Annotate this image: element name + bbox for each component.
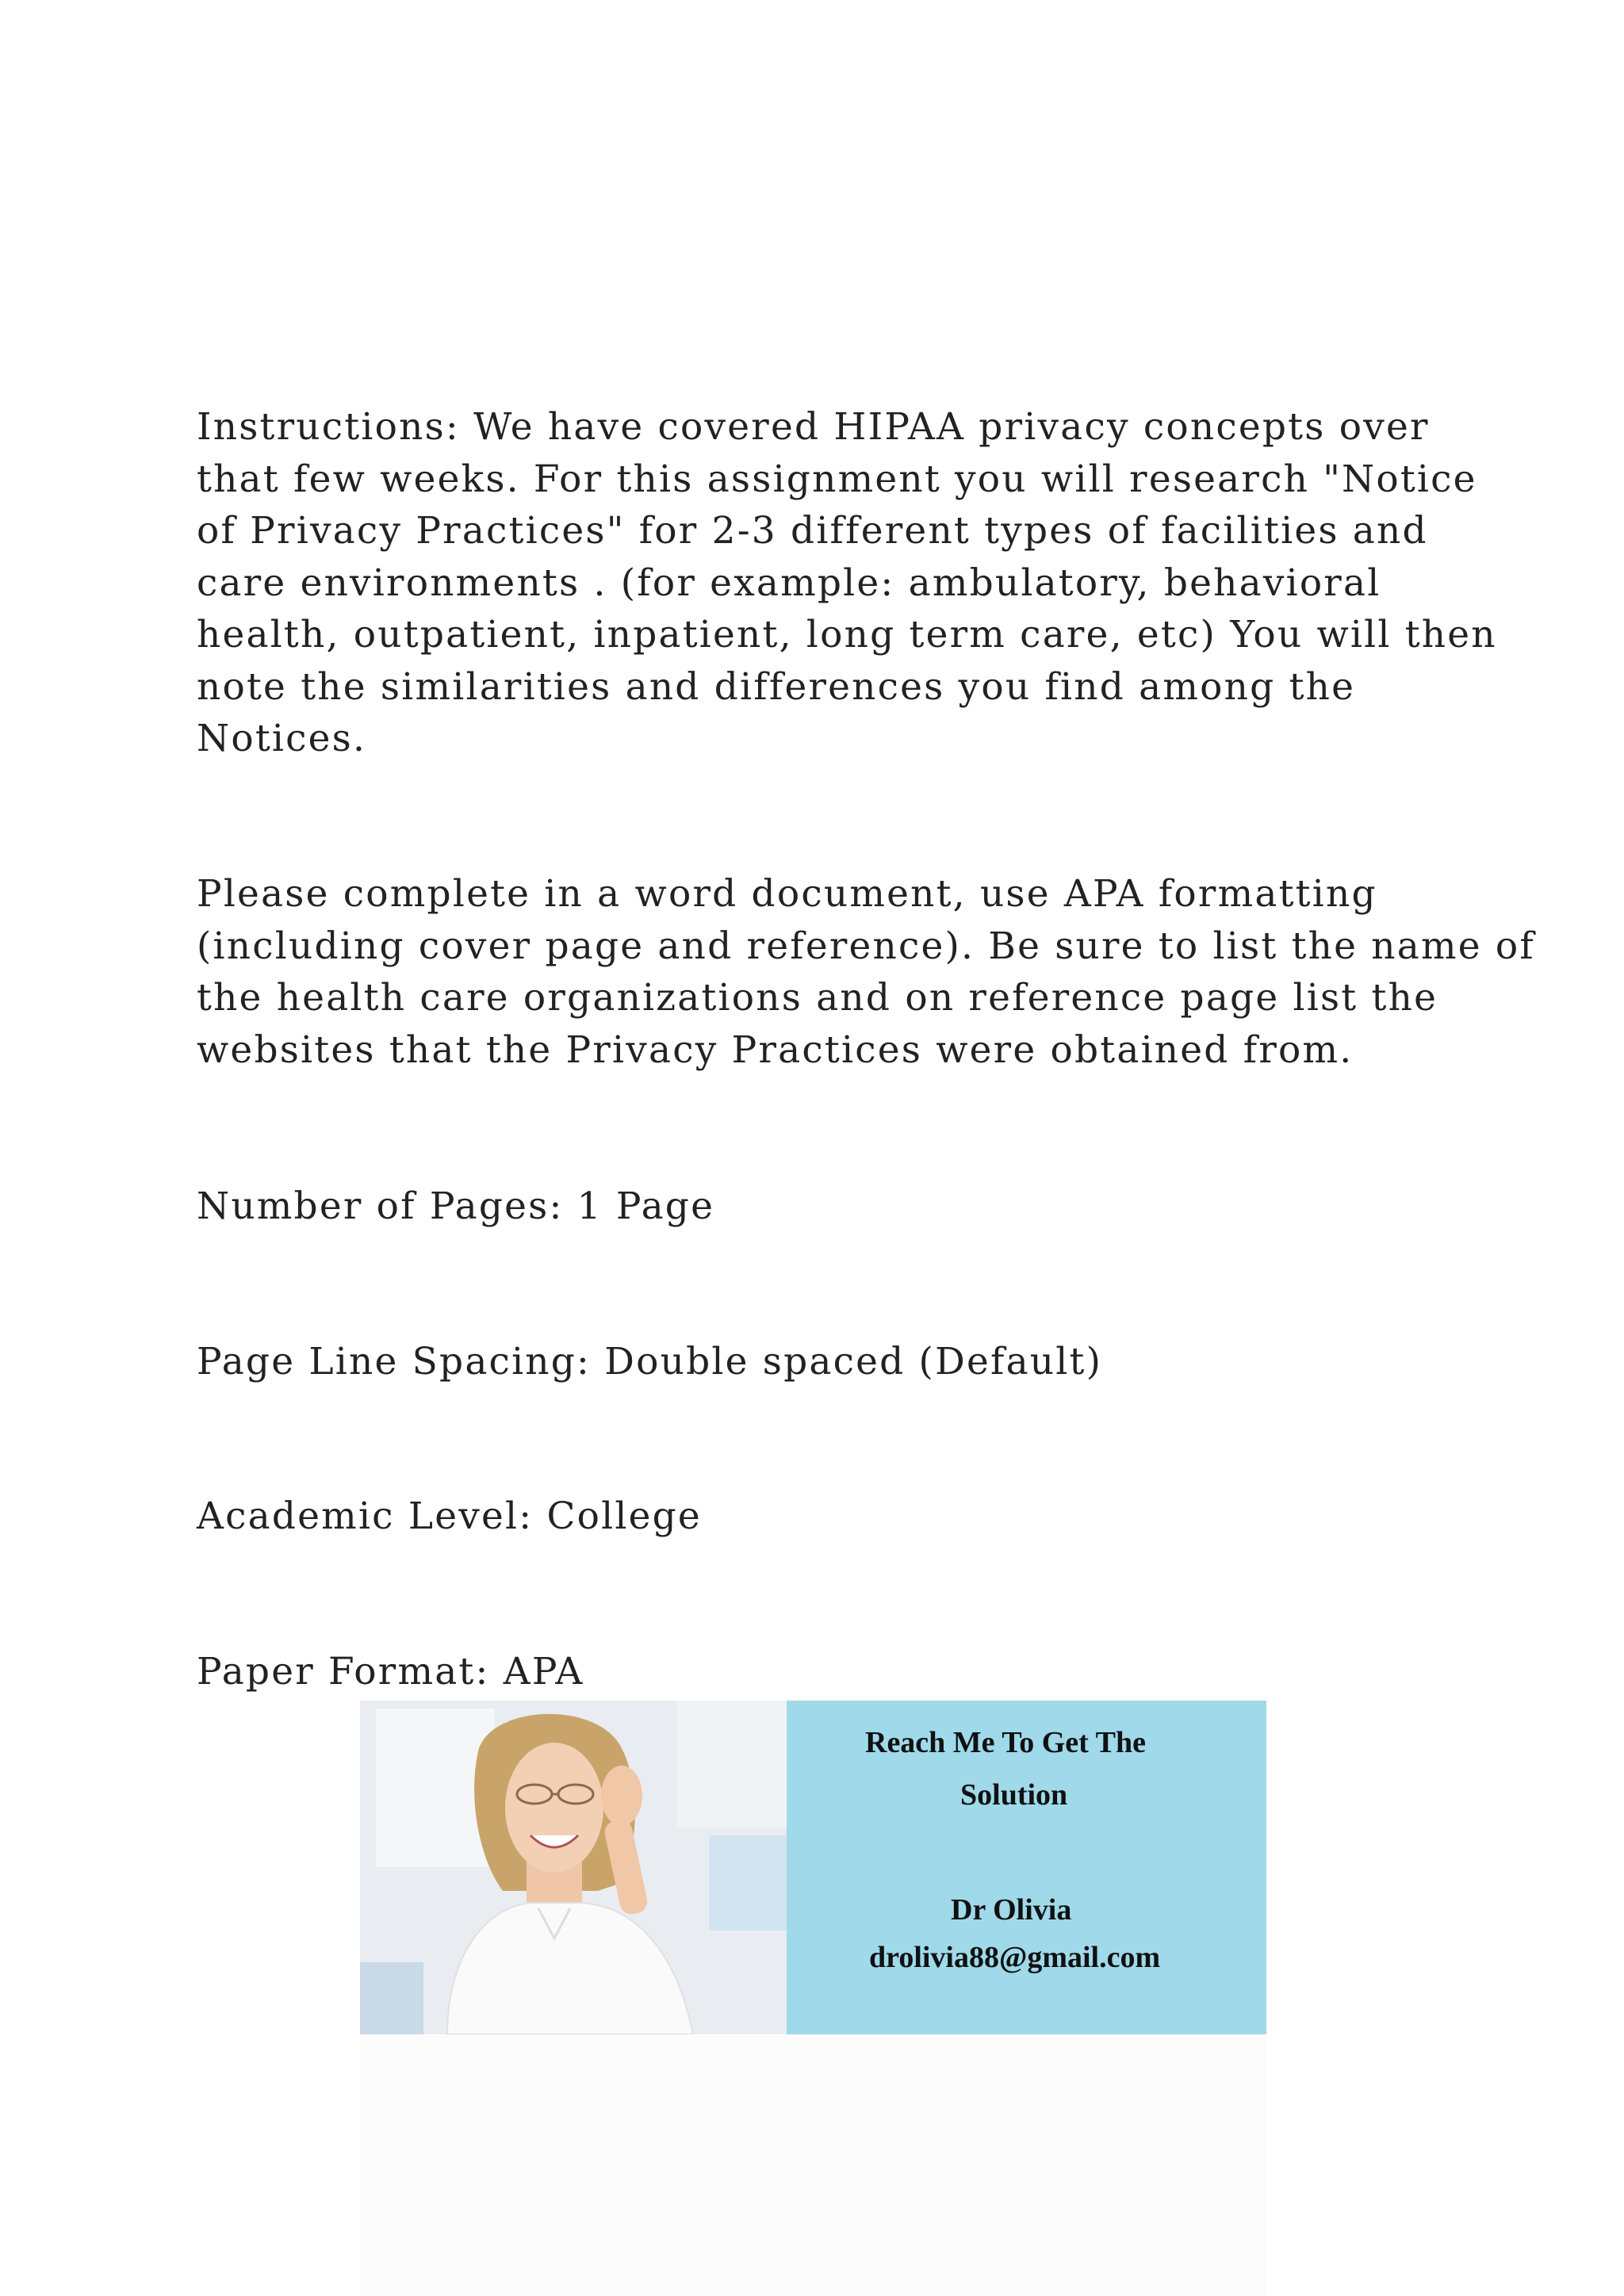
banner-headline: Reach Me To Get The: [865, 1726, 1146, 1759]
contact-banner: [360, 1701, 1266, 2034]
banner-headline-continued: Solution: [960, 1778, 1068, 1812]
completion-note-paragraph: Please complete in a word document, use APA formatting (including cover page and reference). Be sure to list the name of the health care organizations and on reference page list the websites that the Privacy Practices were obtained from.: [197, 872, 1535, 1072]
academic-level: Academic Level: College: [197, 1494, 702, 1538]
woman-photo: [360, 1701, 787, 2034]
instructions-paragraph: Instructions: We have covered HIPAA privacy concepts over that few weeks. For this assignment you will research "Notice of Privacy Practices" for 2-3 different types of facilities and care environments . (for example: ambulatory, behavioral health, outpatient, inpatient, long term care, etc) You will then note the similarities and differences you find among the Notices.: [197, 405, 1497, 760]
number-of-pages: Number of Pages: 1 Page: [197, 1184, 715, 1228]
blank-image-area: [360, 2034, 1266, 2296]
contact-name: Dr Olivia: [951, 1893, 1072, 1927]
contact-panel: [787, 1701, 1266, 2034]
line-spacing: Page Line Spacing: Double spaced (Default): [197, 1340, 1103, 1383]
contact-email: drolivia88@gmail.com: [869, 1941, 1161, 1974]
paper-format: Paper Format: APA: [197, 1650, 584, 1693]
